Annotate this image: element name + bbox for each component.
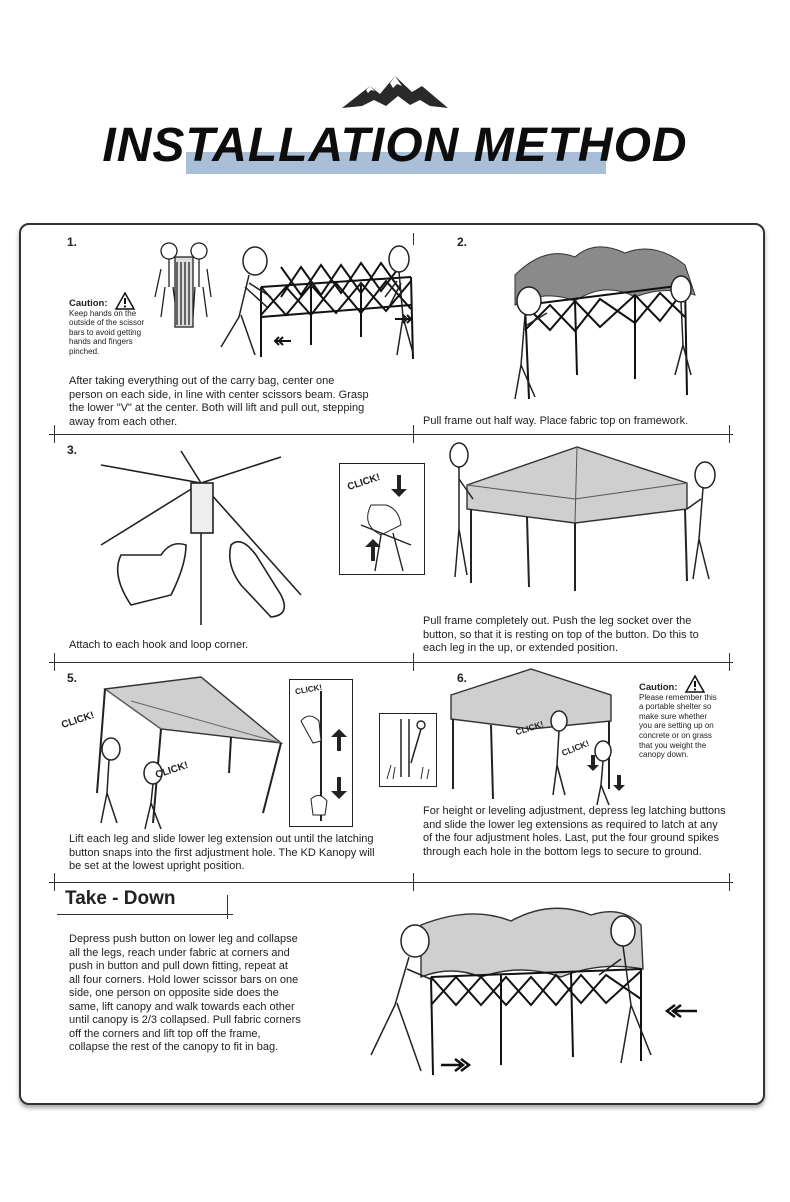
divider-row-1-tick-right	[729, 425, 730, 443]
divider-vertical-1	[413, 425, 414, 443]
step-5-illustration	[61, 673, 291, 833]
step-6-number: 6.	[457, 671, 468, 685]
step-6-inset-illustration	[381, 715, 433, 783]
step-5-inset-illustration	[291, 681, 349, 823]
step-5-click-label-2: CLICK!	[154, 760, 190, 781]
divider-vertical-2	[413, 653, 414, 671]
step-6-text: For height or leveling adjustment, depress leg latching buttons and slide the lower leg extensions as required to latch at any of the four adjustment holes. Last, put the four ground spikes through each hole in the bottom legs to secure to ground.	[423, 805, 726, 858]
step-5-inset-click-label: CLICK!	[294, 682, 323, 697]
takedown-title-underline	[57, 914, 233, 915]
step-1-caution-text: Keep hands on the outside of the scissor bars to avoid getting hands and fingers pinched.	[69, 308, 145, 356]
step-6-click-label-2: CLICK!	[560, 737, 591, 759]
step-6-click-label-1: CLICK!	[514, 718, 545, 738]
divider-row-1	[49, 434, 733, 435]
step-1-number: 1.	[67, 235, 78, 249]
step-3-illustration	[91, 445, 311, 625]
divider-row-1-tick-left	[54, 425, 55, 443]
mountain-logo-icon	[340, 72, 450, 112]
step-4-text: Pull frame completely out. Push the leg socket over the button, so that it is resting on top of the button. Do this to each leg in the up, or extended position.	[423, 615, 699, 654]
step-1-illustration	[141, 237, 421, 377]
step-5-text: Lift each leg and slide lower leg extension out until the latching button snaps into the first adjustment hole. The KD Kanopy will be set at the lowest upright position.	[69, 833, 375, 872]
step-4-illustration	[437, 439, 727, 599]
divider-row-3-tick-right	[729, 873, 730, 891]
step-5-click-label-1: CLICK!	[60, 710, 96, 731]
step-3-number: 3.	[67, 443, 78, 457]
step-6-caution-label: Caution:	[639, 682, 678, 693]
divider-row-3-tick-left	[54, 873, 55, 891]
step-1-caution	[69, 299, 157, 357]
page-title: INSTALLATION METHOD	[102, 119, 688, 172]
step-6-caution	[639, 683, 719, 760]
step-1-text: After taking everything out of the carry bag, center one person on each side, in line with center scissors beam. Grasp the lower "V" at the center. Both will lift and pull out, stepping away from each other.	[69, 375, 369, 428]
step-3-text: Attach to each hook and loop corner.	[69, 639, 249, 651]
takedown-text: Depress push button on lower leg and collapse all the legs, reach under fabric at corners and push in button and pull down fitting, repeat at all four corners. Hold lower scissor bars on one side, one person on opposite side does the same, lift canopy and walk towards each other until canopy is 2/3 collapsed. Pull fabric corners off the corners and lift top off the frame, collapse the rest of the canopy to fit in bag.	[69, 933, 301, 1053]
divider-row-3	[49, 882, 733, 883]
divider-row-2	[49, 662, 733, 663]
step-2-text: Pull frame out half way. Place fabric top on framework.	[423, 415, 689, 427]
step-1-caution-label: Caution:	[69, 298, 108, 309]
takedown-title-tick	[227, 895, 228, 919]
step-2-illustration	[485, 235, 705, 405]
divider-row-2-tick-right	[729, 653, 730, 671]
step-3-click-label: CLICK!	[346, 472, 382, 493]
takedown-illustration	[351, 885, 701, 1085]
step-2-number: 2.	[457, 235, 468, 249]
takedown-title: Take - Down	[65, 888, 176, 909]
instruction-panel	[19, 223, 765, 1105]
step-6-illustration	[441, 665, 641, 805]
divider-row-2-tick-left	[54, 653, 55, 671]
step-6-caution-text: Please remember this a portable shelter so make sure whether you are setting up on concrete or on grass that you weight the canopy down.	[639, 692, 717, 760]
step-5-number: 5.	[67, 671, 78, 685]
